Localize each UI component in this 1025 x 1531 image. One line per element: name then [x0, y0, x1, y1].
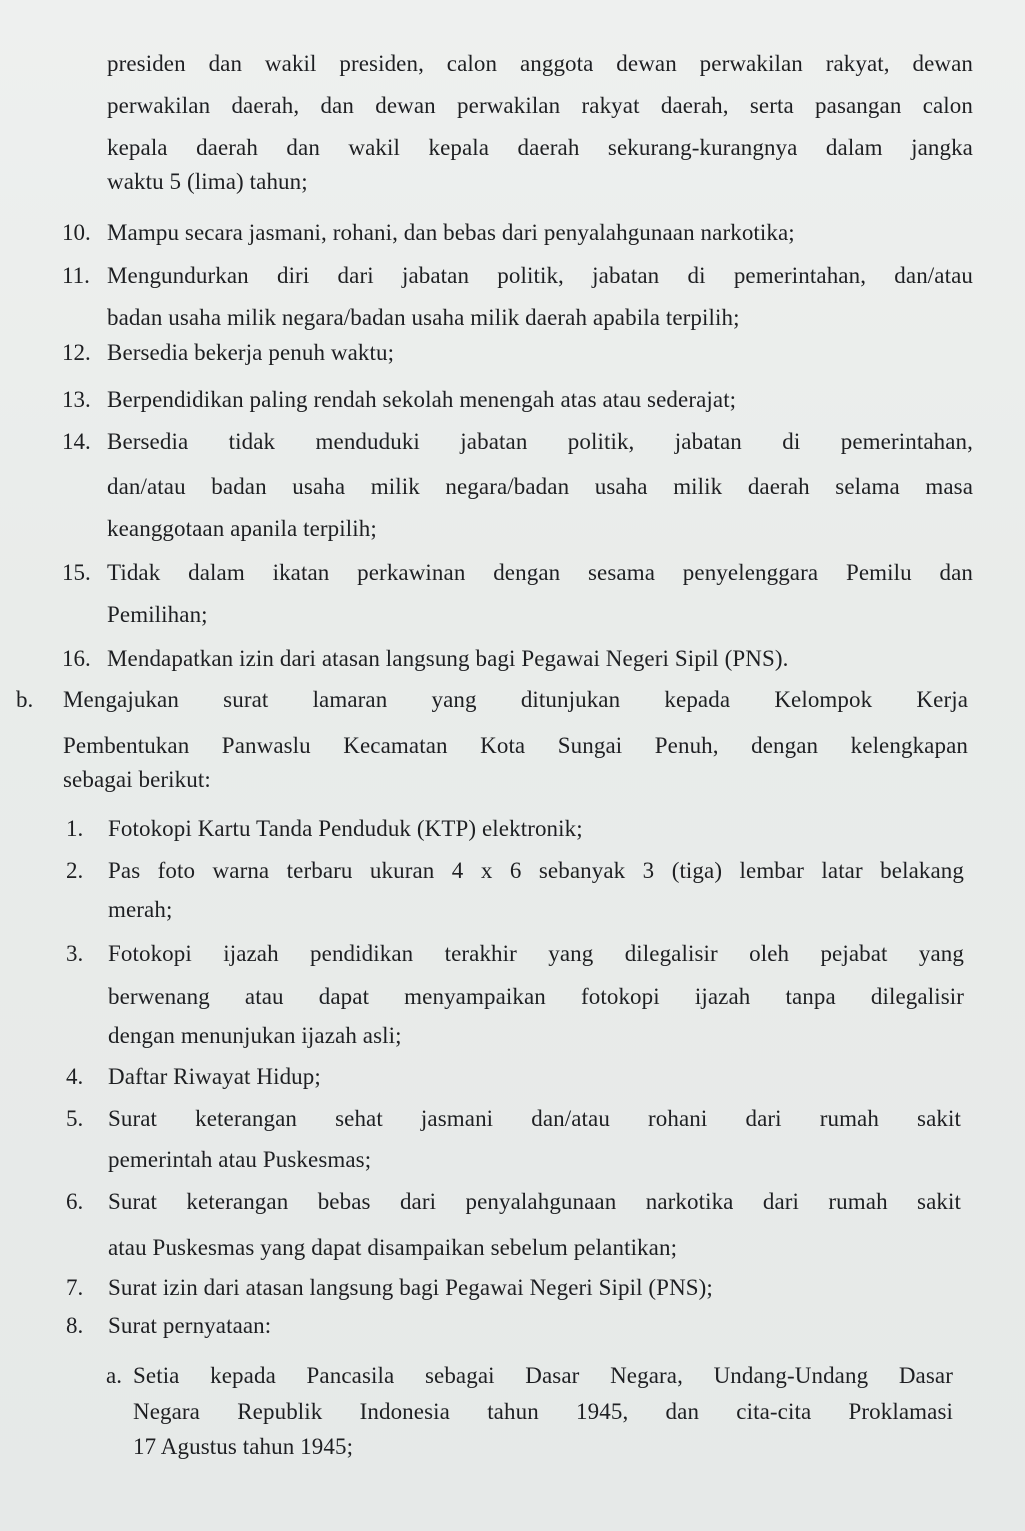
item-number: 13. [62, 387, 91, 412]
b-item-6-line-1: Surat keterangan bebas dari penyalahgunaan narkotika dari rumah sakit [108, 1189, 961, 1214]
item-11-line-2: badan usaha milik negara/badan usaha milik daerah apabila terpilih; [107, 305, 740, 330]
sub-item-a-line-3: 17 Agustus tahun 1945; [133, 1434, 354, 1459]
item-number: 14. [62, 429, 91, 454]
item-15-line-1: Tidak dalam ikatan perkawinan dengan sesama penyelenggara Pemilu dan [107, 560, 973, 585]
section-b-line-3: sebagai berikut: [63, 767, 211, 792]
sub-item-letter: a. [106, 1363, 122, 1388]
section-b-line-1: Mengajukan surat lamaran yang ditunjukan kepada Kelompok Kerja [63, 687, 968, 712]
section-b-letter: b. [16, 687, 34, 712]
b-item-3-line-1: Fotokopi ijazah pendidikan terakhir yang dilegalisir oleh pejabat yang [108, 941, 964, 966]
item-number: 10. [62, 220, 91, 245]
item-12-line-1: Bersedia bekerja penuh waktu; [107, 340, 395, 365]
item-number: 12. [62, 340, 91, 365]
b-item-3-line-3: dengan menunjukan ijazah asli; [108, 1023, 402, 1048]
item-14-line-2: dan/atau badan usaha milik negara/badan usaha milik daerah selama masa [107, 474, 973, 499]
item-number: 2. [66, 858, 84, 883]
b-item-4-line-1: Daftar Riwayat Hidup; [108, 1064, 321, 1089]
item-number: 8. [66, 1313, 84, 1338]
item-9-line-4: waktu 5 (lima) tahun; [107, 169, 308, 194]
item-14-line-1: Bersedia tidak menduduki jabatan politik, jabatan di pemerintahan, [107, 429, 973, 454]
item-number: 11. [62, 263, 90, 288]
item-16-line-1: Mendapatkan izin dari atasan langsung bagi Pegawai Negeri Sipil (PNS). [107, 646, 789, 671]
item-9-line-3: kepala daerah dan wakil kepala daerah sekurang-kurangnya dalam jangka [107, 135, 973, 160]
item-number: 15. [62, 560, 91, 585]
item-number: 5. [66, 1106, 84, 1131]
item-number: 3. [66, 941, 84, 966]
item-number: 4. [66, 1064, 84, 1089]
item-number: 7. [66, 1275, 84, 1300]
b-item-8-line-1: Surat pernyataan: [108, 1313, 272, 1338]
item-13-line-1: Berpendidikan paling rendah sekolah menengah atas atau sederajat; [107, 387, 737, 412]
item-number: 16. [62, 646, 91, 671]
b-item-7-line-1: Surat izin dari atasan langsung bagi Pegawai Negeri Sipil (PNS); [108, 1275, 713, 1300]
item-number: 1. [66, 816, 84, 841]
item-11-line-1: Mengundurkan diri dari jabatan politik, jabatan di pemerintahan, dan/atau [107, 263, 973, 288]
b-item-5-line-2: pemerintah atau Puskesmas; [108, 1147, 372, 1172]
sub-item-a-line-1: Setia kepada Pancasila sebagai Dasar Negara, Undang-Undang Dasar [133, 1363, 953, 1388]
item-number: 6. [66, 1189, 84, 1214]
sub-item-a-line-2: Negara Republik Indonesia tahun 1945, dan cita-cita Proklamasi [133, 1399, 953, 1424]
item-10-line-1: Mampu secara jasmani, rohani, dan bebas dari penyalahgunaan narkotika; [107, 220, 795, 245]
item-15-line-2: Pemilihan; [107, 602, 208, 627]
b-item-5-line-1: Surat keterangan sehat jasmani dan/atau rohani dari rumah sakit [108, 1106, 961, 1131]
item-14-line-3: keanggotaan apanila terpilih; [107, 516, 377, 541]
b-item-2-line-1: Pas foto warna terbaru ukuran 4 x 6 sebanyak 3 (tiga) lembar latar belakang [108, 858, 964, 883]
item-9-line-1: presiden dan wakil presiden, calon anggota dewan perwakilan rakyat, dewan [107, 51, 973, 76]
b-item-6-line-2: atau Puskesmas yang dapat disampaikan sebelum pelantikan; [108, 1235, 678, 1260]
section-b-line-2: Pembentukan Panwaslu Kecamatan Kota Sungai Penuh, dengan kelengkapan [63, 733, 968, 758]
b-item-3-line-2: berwenang atau dapat menyampaikan fotokopi ijazah tanpa dilegalisir [108, 984, 964, 1009]
b-item-1-line-1: Fotokopi Kartu Tanda Penduduk (KTP) elektronik; [108, 816, 583, 841]
item-9-line-2: perwakilan daerah, dan dewan perwakilan rakyat daerah, serta pasangan calon [107, 93, 973, 118]
b-item-2-line-2: merah; [108, 897, 173, 922]
